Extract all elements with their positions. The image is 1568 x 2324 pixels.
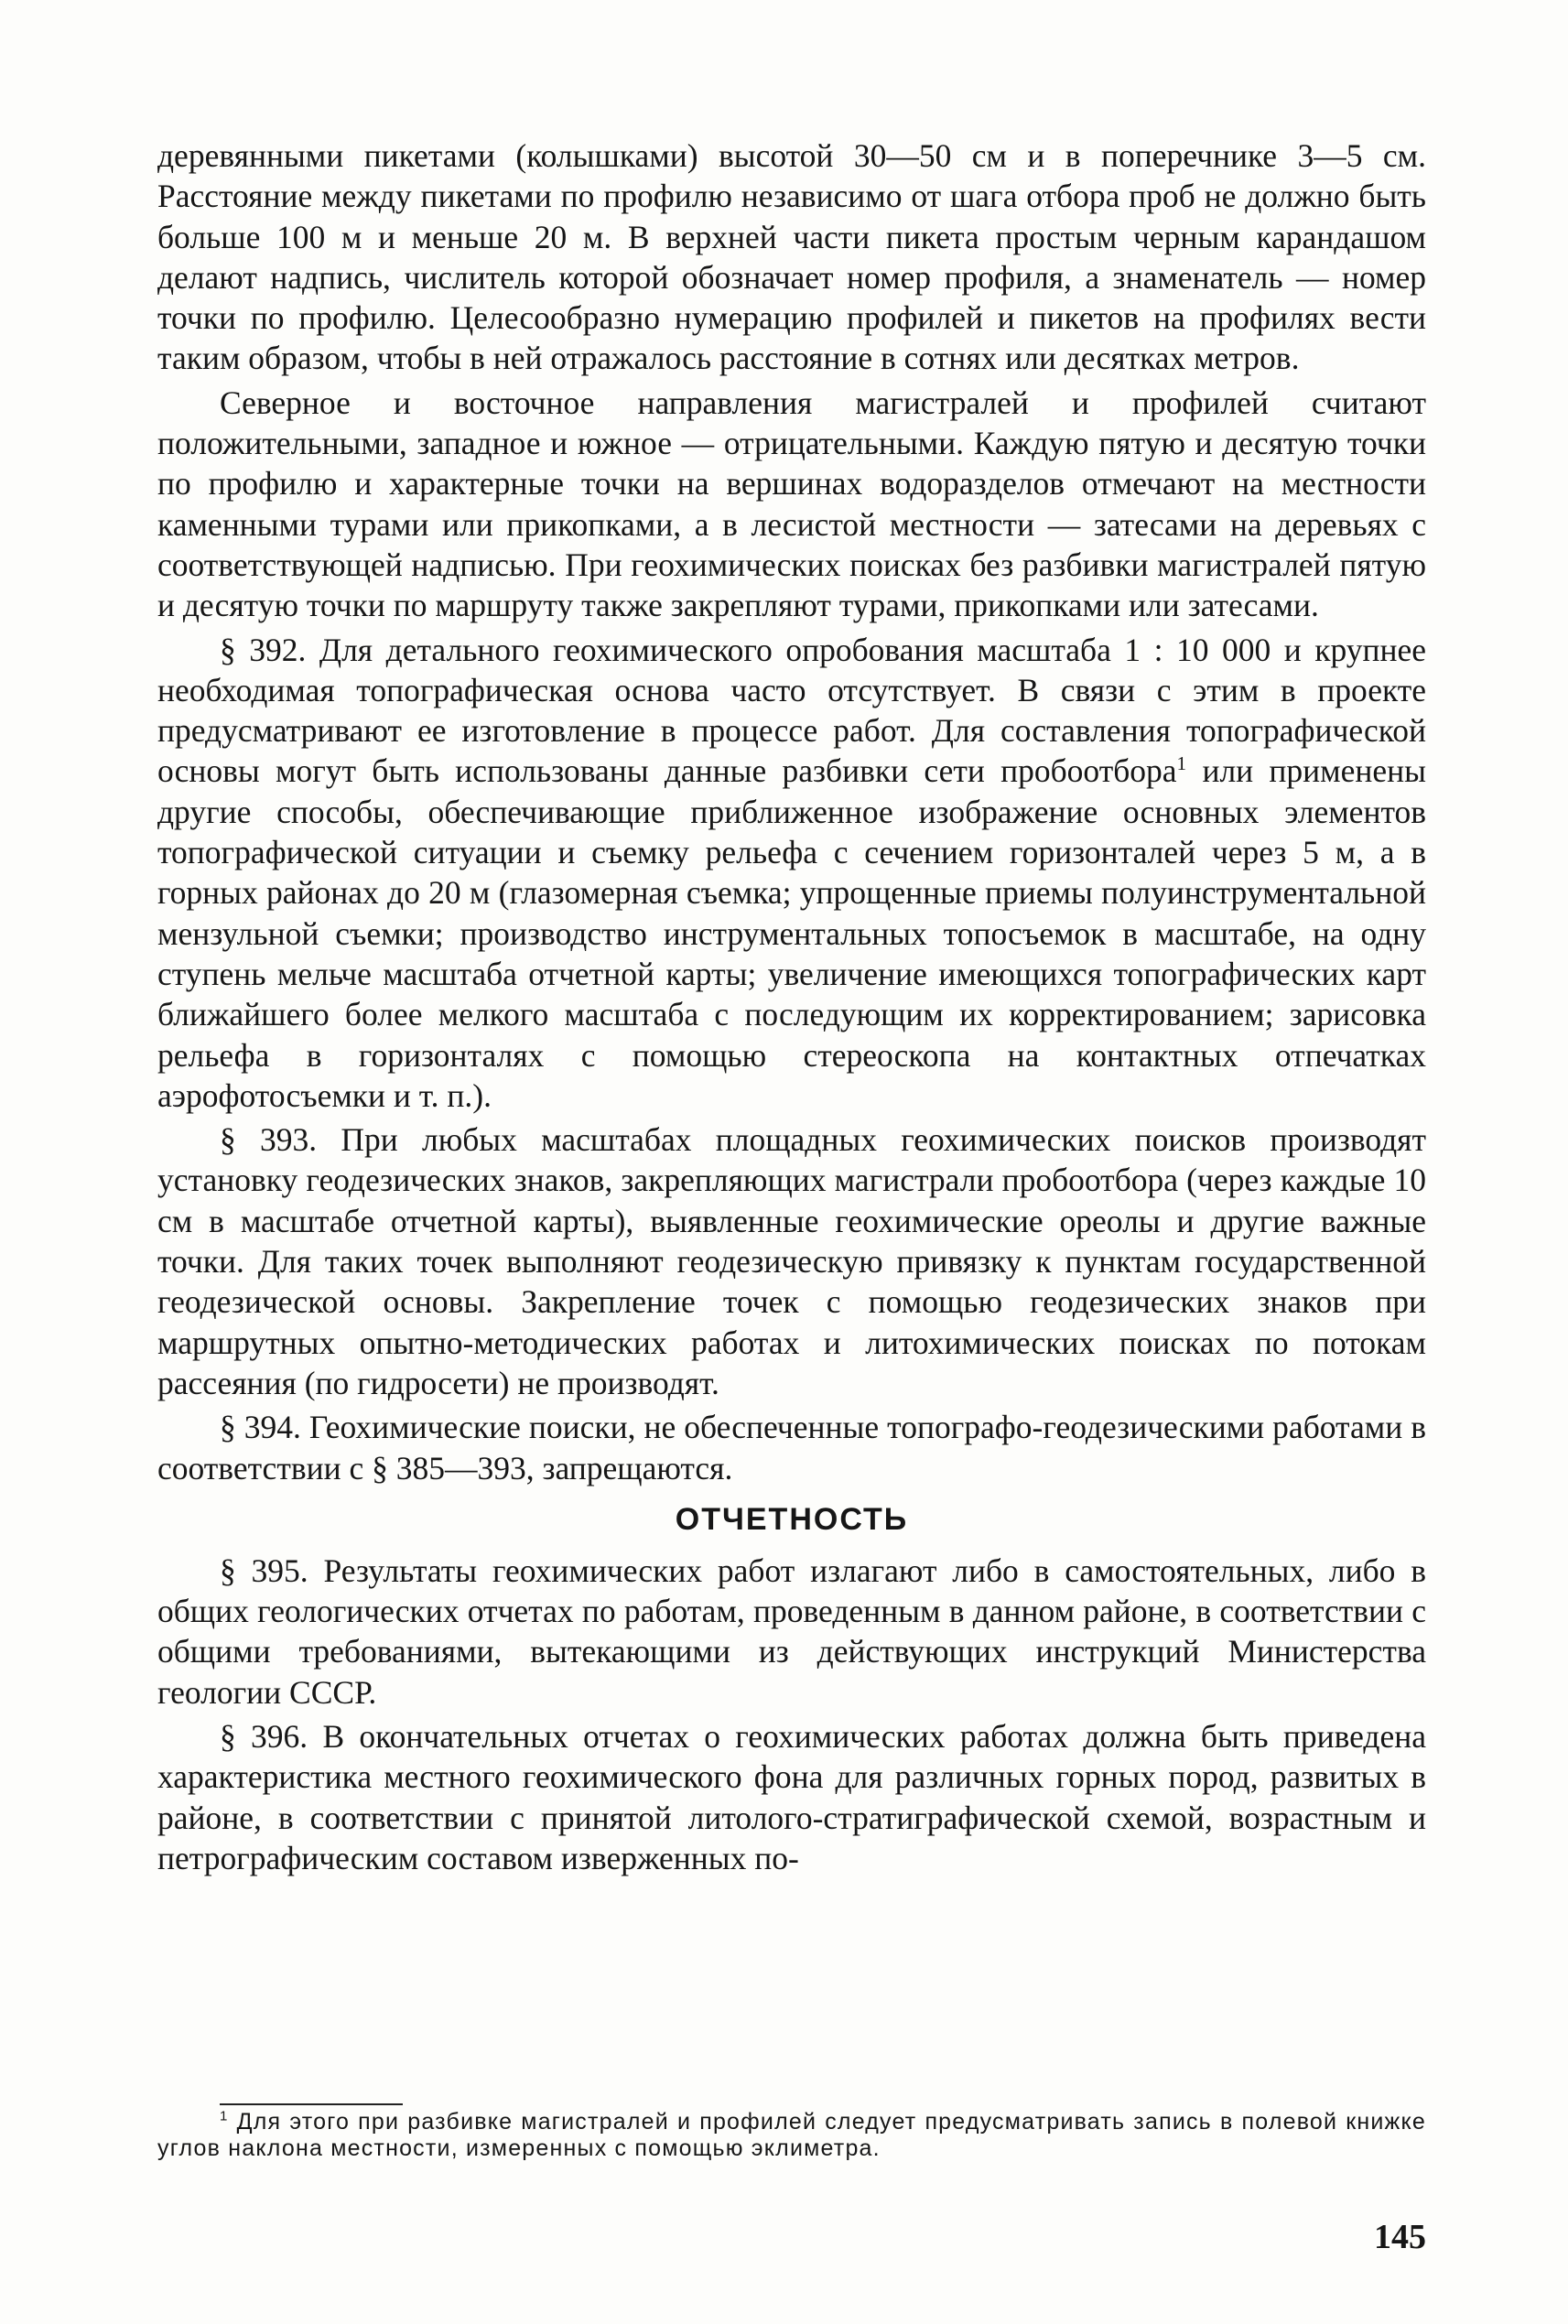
footnote-text: Для этого при разбивке магистралей и профилей следует предусматривать запись в полевой книжке углов наклона местности, измеренных с помощью эклиметра. bbox=[157, 2109, 1426, 2161]
footnote-marker: 1 bbox=[220, 2108, 229, 2124]
paragraph-394: § 394. Геохимические поиски, не обеспеченные топографо-геодезическими работами в соответствии с § 385—393, запрещаются. bbox=[157, 1409, 1426, 1486]
footnote-divider bbox=[220, 2103, 403, 2105]
paragraph-392-part2: или применены другие способы, обеспечивающие приближенное изображение основных элементов топографической ситуации и съемку рельефа с сечением горизонталей через 5 м, а в горных районах до 20 м (глазомерная съемка; упрощенные приемы полуинструментальной мензульной съемки; производство инструментальных топосъемок в масштабе, на одну ступень мельче масштаба отчетной карты; увеличение имеющихся топографических карт ближайшего более мелкого масштаба с последующим их корректированием; зарисовка рельефа в горизонталях с помощью стереоскопа на контактных отпечатках аэрофотосъемки и т. п.). bbox=[157, 752, 1426, 1114]
paragraph-directions: Северное и восточное направления магистралей и профилей считают положительными, западное и южное — отрицательными. Каждую пятую и десятую точки по профилю и характерные точки на вершинах водоразделов отмечают на местности каменными турами или прикопками, а в лесистой местности — затесами на деревьях с соответствующей надписью. При геохимических поисках без разбивки магистралей пятую и десятую точки по маршруту также закрепляют турами, прикопками или затесами. bbox=[157, 384, 1426, 624]
paragraph-392 bbox=[157, 630, 1426, 1117]
footnote bbox=[157, 2109, 1426, 2162]
body-text bbox=[157, 135, 1426, 1882]
footnote-reference: 1 bbox=[1176, 752, 1187, 775]
paragraph-396: § 396. В окончательных отчетах о геохимических работах должна быть приведена характеристика местного геохимического фона для различных горных пород, развитых в районе, в соответствии с принятой литолого-стратиграфической схемой, возрастным и петрографическим составом изверженных по- bbox=[157, 1717, 1426, 1876]
page-number: 145 bbox=[1374, 2218, 1426, 2256]
paragraph-395: § 395. Результаты геохимических работ излагают либо в самостоятельных, либо в общих геологических отчетах по работам, проведенным в данном районе, в соответствии с общими требованиями, вытекающими из действующих инструкций Министерства геологии СССР. bbox=[157, 1551, 1426, 1711]
paragraph-392-part1: § 392. Для детального геохимического опробования масштаба 1 : 10 000 и крупнее необходимая топографическая основа часто отсутствует. В связи с этим в проекте предусматривают ее изготовление в процессе работ. Для составления топографической основы могут быть использованы данные разбивки сети пробоотбора bbox=[157, 631, 1426, 790]
section-heading: ОТЧЕТНОСТЬ bbox=[675, 1501, 909, 1537]
paragraph-pickets: деревянными пикетами (колышками) высотой 30—50 см и в поперечнике 3—5 см. Расстояние между пикетами по профилю независимо от шага отбора проб не должно быть больше 100 м и меньше 20 м. В верхней части пикета простым черным карандашом делают надпись, числитель которой обозначает номер профиля, а знаменатель — номер точки по профилю. Целесообразно нумерацию профилей и пикетов на профилях вести таким образом, чтобы в ней отражалось расстояние в сотнях или десятках метров. bbox=[157, 137, 1426, 377]
paragraph-393: § 393. При любых масштабах площадных геохимических поисков производят установку геодезических знаков, закрепляющих магистрали пробоотбора (через каждые 10 см в масштабе отчетной карты), выявленные геохимические ореолы и другие важные точки. Для таких точек выполняют геодезическую привязку к пунктам государственной геодезической основы. Закрепление точек с помощью геодезических знаков при маршрутных опытно-методических работах и литохимических поисках по потокам рассеяния (по гидросети) не производят. bbox=[157, 1121, 1426, 1401]
